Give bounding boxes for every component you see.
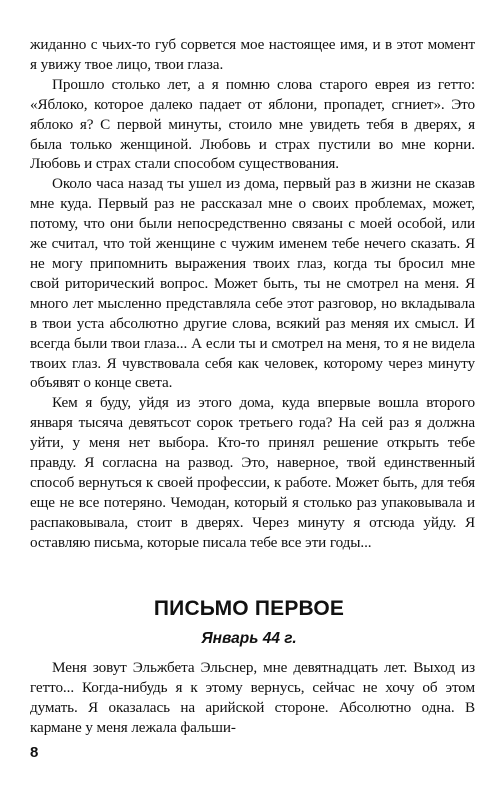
paragraph-letter-opening: Меня зовут Эльжбета Эльснер, мне девятнадцать лет. Выход из гетто... Когда-нибудь я к этому вернусь, сейчас не хочу об этом думать. Я оказалась на арийской стороне. Абсолютно одна. В кармане у меня лежала фальши- xyxy=(30,659,475,736)
paragraph-who-will-i-be: Кем я буду, уйдя из этого дома, куда впервые вошла второго января тысяча девятьсот сорок третьего года? На сей раз я должна уйти, у меня нет выбора. Кто-то принял решение открыть тебе правду. Я согласна на развод. Это, наверное, твой единственный способ вернуться к своей профессии, к работе. Может быть, для тебя еще не все потеряно. Чемодан, который я столько раз упаковывала и распаковывала, стоит в дверях. Через минуту я отсюда уйду. Я оставляю письма, которые писала тебе все эти годы... xyxy=(30,394,475,551)
paragraph-left-home: Около часа назад ты ушел из дома, первый раз в жизни не сказав мне куда. Первый раз не рассказал мне о своих проблемах, может, потому, что они были непосредственно связаны с моей особой, или же считал, что той женщине с чужим именем тебе нечего сказать. Я не могу припомнить выражения твоих глаз, когда ты бросил мне свой риторический вопрос. Может быть, ты не смотрел на меня. Я много лет мысленно представляла себе этот разговор, но вкладывала в твои уста абсолютно другие слова, всякий раз меняя их смысл. И всегда были твои глаза... А если ты и смотрел на меня, то я не видела твоих глаз. Я чувствовала себя как человек, которому через минуту объявят о конце света. xyxy=(30,175,475,392)
page-number: 8 xyxy=(30,744,39,761)
paragraph-continuation: жиданно с чьих-то губ сорвется мое настоящее имя, и в этот момент я увижу твое лицо, твои глаза. xyxy=(30,36,475,73)
paragraph-apple-memory: Прошло столько лет, а я помню слова старого еврея из гетто: «Яблоко, которое далеко падает от яблони, пропадет, сгниет». Это яблоко я? С первой минуты, стоило мне увидеть тебя в дверях, я была только женщиной. Любовь и страх пустили во мне корни. Любовь и страх стали способом существования. xyxy=(30,75,475,173)
text-block-after-chapter xyxy=(30,658,475,738)
chapter-date: Январь 44 г. xyxy=(201,630,297,647)
chapter-title: ПИСЬМО ПЕРВОЕ xyxy=(153,597,345,620)
text-block-before-chapter xyxy=(30,35,475,553)
